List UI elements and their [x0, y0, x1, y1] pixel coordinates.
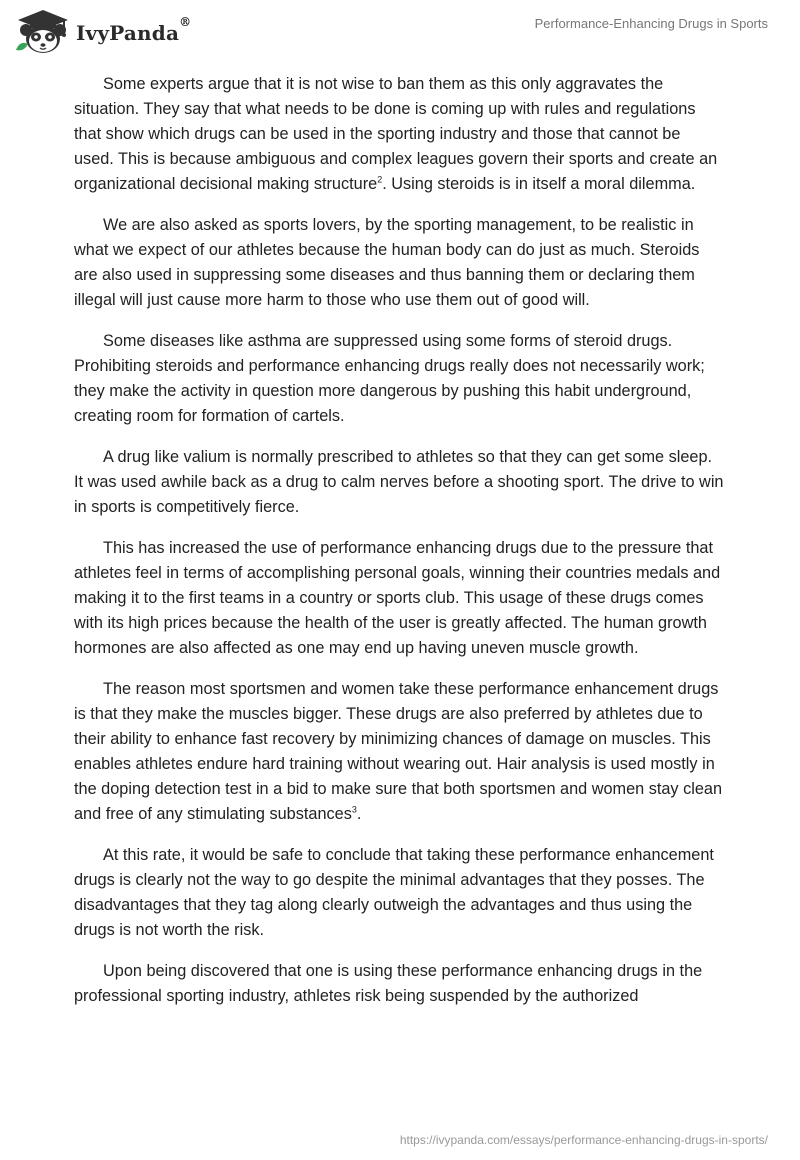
brand-logo[interactable]: [14, 6, 191, 56]
footnote-ref-3[interactable]: 3: [351, 804, 357, 815]
brand-name: IvyPanda®: [76, 15, 192, 45]
page-header: [0, 0, 800, 70]
essay-body: [74, 72, 724, 1025]
paragraph-7: At this rate, it would be safe to conclude that taking these performance enhancement drugs is clearly not the way to go despite the minimal advantages that they posses. The disadvantages that they tag along clearly outweigh the advantages and thus using the drugs is not worth the risk.: [74, 846, 714, 939]
paragraph-3: Some diseases like asthma are suppressed using some forms of steroid drugs. Prohibiting steroids and performance enhancing drugs really does not necessarily work; they make the activity in question more dangerous by pushing this habit underground, creating room for formation of cartels.: [74, 332, 705, 425]
panda-graduate-logo-icon: [14, 6, 72, 56]
paragraph-6: The reason most sportsmen and women take these performance enhancement drugs is that they make the muscles bigger. These drugs are also preferred by athletes due to their ability to enhance fast recovery by minimizing chances of damage on muscles. This enables athletes endure hard training without wearing out. Hair analysis is used mostly in the doping detection test in a bid to make sure that both sportsmen and women stay clean and free of any stimulating substances$^3$.: [74, 680, 723, 823]
paragraph-4: A drug like valium is normally prescribed to athletes so that they can get some sleep. It was used awhile back as a drug to calm nerves before a shooting sport. The drive to win in sports is competitively fierce.: [74, 448, 724, 516]
paragraph-2: We are also asked as sports lovers, by the sporting management, to be realistic in what we expect of our athletes because the human body can do just as much. Steroids are also used in suppressing some diseases and thus banning them or declaring them illegal will just cause more harm to those who use them out of good will.: [74, 216, 700, 309]
footnote-ref-2[interactable]: 2: [377, 174, 383, 185]
registered-mark: ®: [179, 15, 192, 29]
source-url[interactable]: https://ivypanda.com/essays/performance-enhancing-drugs-in-sports/: [399, 1133, 768, 1147]
document-title: Performance-Enhancing Drugs in Sports: [534, 16, 768, 31]
paragraph-1: Some experts argue that it is not wise to ban them as this only aggravates the situation. They say that what needs to be done is coming up with rules and regulations that show which drugs can be used in the sporting industry and those that cannot be used. This is because ambiguous and complex leagues govern their sports and create an organizational decisional making structure$^2$. Using steroids is in itself a moral dilemma.: [74, 75, 718, 193]
paragraph-8: Upon being discovered that one is using these performance enhancing drugs in the professional sporting industry, athletes risk being suspended by the authorized: [74, 962, 703, 1005]
paragraph-5: This has increased the use of performance enhancing drugs due to the pressure that athletes feel in terms of accomplishing personal goals, winning their countries medals and making it to the first teams in a country or sports club. This usage of these drugs comes with its high prices because the health of the user is greatly affected. The human growth hormones are also affected as one may end up having uneven muscle growth.: [74, 539, 721, 657]
